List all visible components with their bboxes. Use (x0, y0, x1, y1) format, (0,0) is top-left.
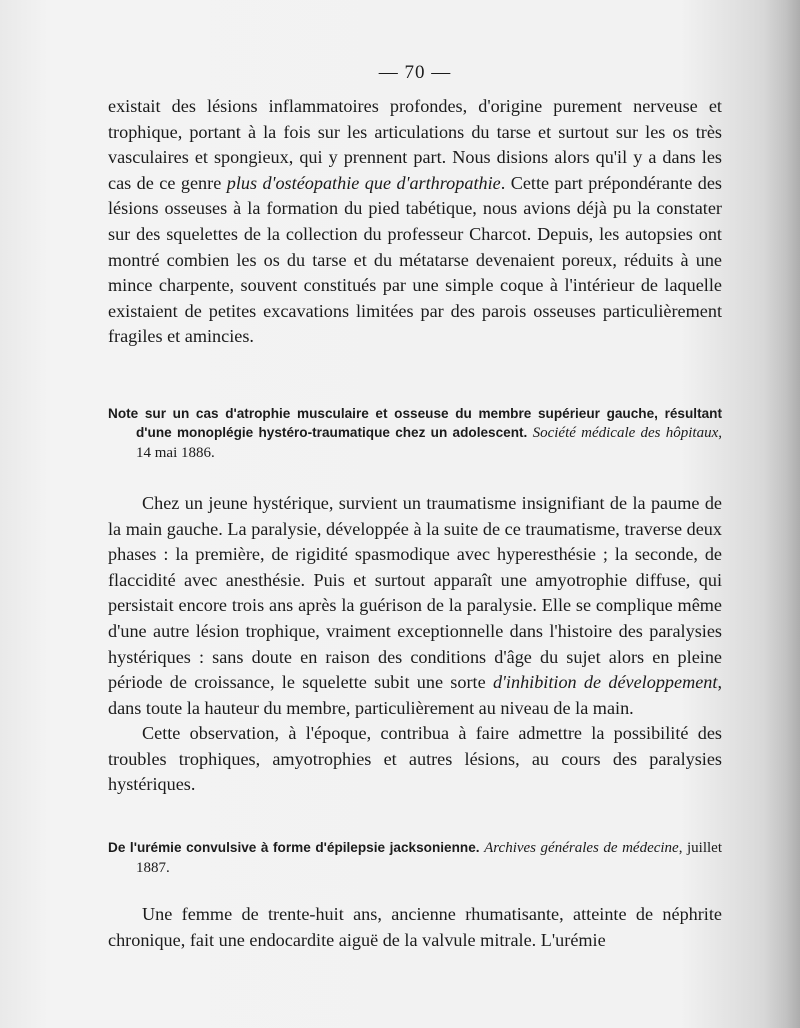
page-number: — 70 — (378, 62, 452, 83)
page-shadow (764, 0, 800, 1028)
note-source: Société médicale des hôpitaux (532, 424, 719, 441)
paragraph-text: existait des lésions inflammatoires profondes, d'origine purement nerveuse et trophique, portant à la fois sur les articulations du tarse et surtout sur les os très vasculaires et spongieux, qui y prennent part. Nous disions alors qu'il y a dans les cas de ce genre (108, 96, 722, 193)
note-title: De l'urémie convulsive à forme d'épilepsie jacksonienne. (108, 840, 485, 856)
paragraph-text: , dans toute la hauteur du membre, particulièrement au niveau de la main. (108, 672, 722, 718)
note-date: , juillet 1887. (136, 840, 722, 877)
note-source: Archives générales de médecine (484, 840, 679, 857)
emphasis-text: d'inhibition de développement (492, 672, 718, 693)
paragraph-observation: Cette observation, à l'époque, contribua à faire admettre la possibilité des troubles trophiques, amyotrophies et autres lésions, au cours des paralysies hystériques. (108, 723, 722, 795)
note-date: , 14 mai 1886. (136, 424, 722, 461)
emphasis-text: plus d'ostéopathie que d'arthropathie (226, 172, 501, 193)
bibliography-note-uremie (108, 838, 722, 878)
paragraph-osteopathie (108, 94, 722, 350)
paragraph-hysterique (108, 491, 722, 721)
page-content (108, 62, 722, 953)
note-title: Note sur un cas d'atrophie musculaire et osseuse du membre supérieur gauche, résultant d'une monoplégie hystéro-traumatique chez un adolescent. (108, 405, 722, 440)
paragraph-text: . Cette part prépondérante des lésions osseuses à la formation du pied tabétique, nous avions déjà pu la constater sur des squelettes de la collection du professeur Charcot. Depuis, les autopsies ont montré combien les os du tarse et du métatarse devenaient poreux, réduits à une mince charpente, souvent constitués par une simple coque à l'intérieur de laquelle existaient de petites excavations limitées par des parois osseuses particulièrement fragiles et amincies. (108, 172, 722, 347)
bibliography-note-atrophie (108, 404, 722, 463)
paragraph-uremie: Une femme de trente-huit ans, ancienne rhumatisante, atteinte de néphrite chronique, fait une endocardite aiguë de la valvule mitrale. L'urémie (108, 904, 722, 950)
paragraph-text: Chez un jeune hystérique, survient un traumatisme insignifiant de la paume de la main gauche. La paralysie, développée à la suite de ce traumatisme, traverse deux phases : la première, de rigidité spasmodique avec hyperesthésie ; la seconde, de flaccidité avec anesthésie. Puis et surtout apparaît une amyotrophie diffuse, qui persistait encore trois ans après la guérison de la paralysie. Elle se complique même d'une autre lésion trophique, vraiment exceptionnelle dans l'histoire des paralysies hystériques : sans doute en raison des conditions d'âge du sujet alors en pleine période de croissance, le squelette subit une sorte (108, 492, 722, 693)
